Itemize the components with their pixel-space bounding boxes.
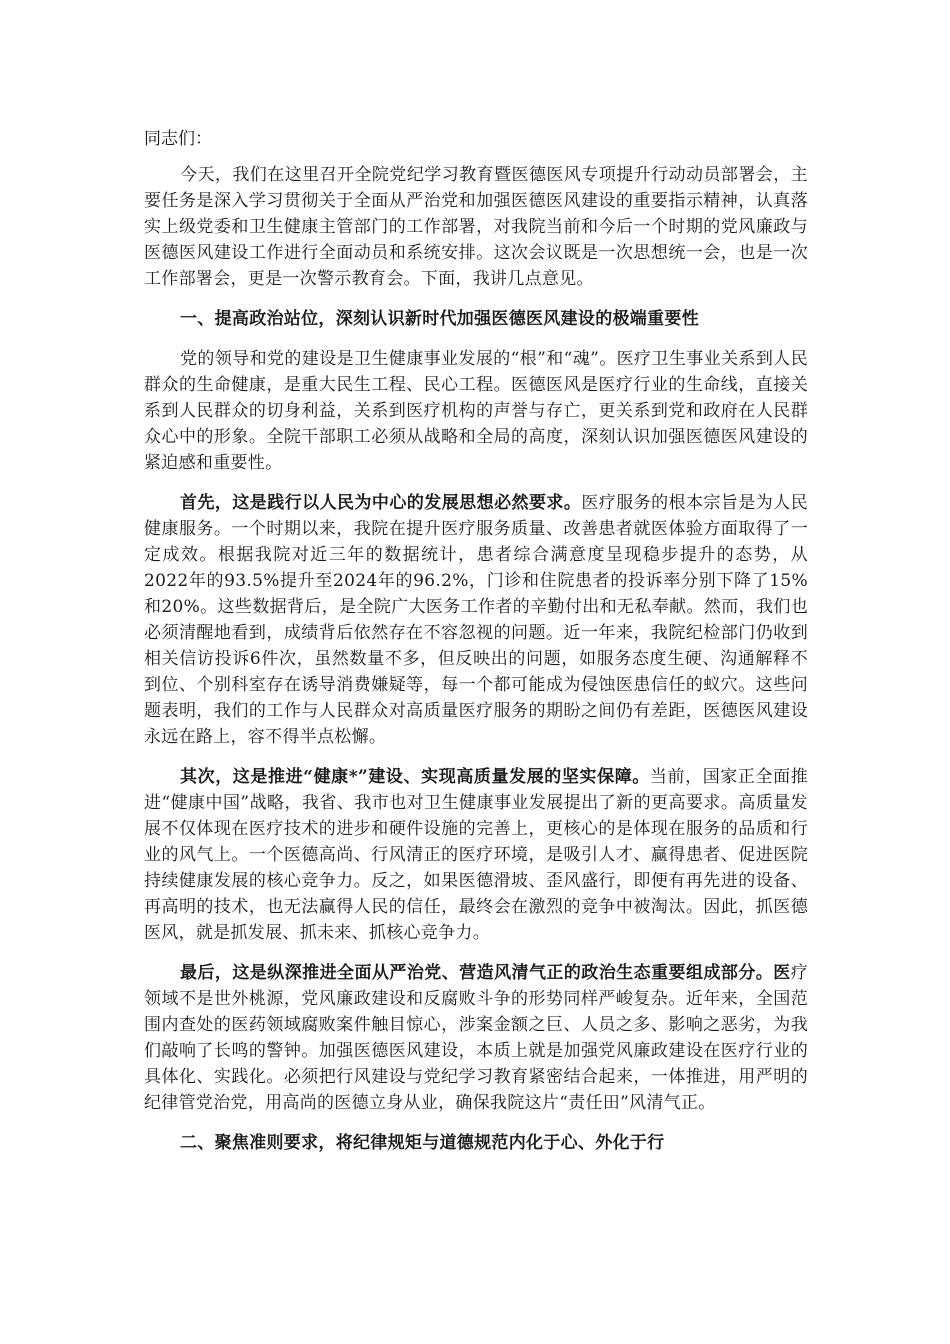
point-2-paragraph (144, 764, 808, 946)
point-3-body: 疗领域不是世外桃源，党风廉政建设和反腐败斗争的形势同样严峻复杂。近年来，全国范围内查处的医药领域腐败案件触目惊心，涉案金额之巨、人员之多、影响之恶劣，为我们敲响了长鸣的警钟。加强医德医风建设，本质上就是加强党风廉政建设在医疗行业的具体化、实践化。必须把行风建设与党纪学习教育紧密结合起来，一体推进，用严明的纪律管党治党，用高尚的医德立身从业，确保我院这片“责任田”风清气正。 (144, 963, 808, 1113)
point-2-body: 当前，国家正全面推进“健康中国”战略，我省、我市也对卫生健康事业发展提出了新的更高要求。高质量发展不仅体现在医疗技术的进步和硬件设施的完善上，更核心的是体现在服务的品质和行业的风气上。一个医德高尚、行风清正的医疗环境，是吸引人才、赢得患者、促进医院持续健康发展的核心竞争力。反之，如果医德滑坡、歪风盛行，即便有再先进的设备、再高明的技术，也无法赢得人民的信任，最终会在激烈的竞争中被淘汰。因此，抓医德医风，就是抓发展、抓未来、抓核心竞争力。 (144, 767, 808, 943)
point-2-lead: 其次，这是推进“健康*”建设、实现高质量发展的坚实保障。 (180, 767, 650, 787)
intro-paragraph: 今天，我们在这里召开全院党纪学习教育暨医德医风专项提升行动动员部署会，主要任务是深入学习贯彻关于全面从严治党和加强医德医风建设的重要指示精神，认真落实上级党委和卫生健康主管部门的工作部署，对我院当前和今后一个时期的党风廉政与医德医风建设工作进行全面动员和系统安排。这次会议既是一次思想统一会，也是一次工作部署会，更是一次警示教育会。下面，我讲几点意见。 (144, 165, 808, 289)
point-3-lead: 最后，这是纵深推进全面从严治党、营造风清气正的政治生态重要组成部分。医 (180, 963, 791, 983)
section-2-heading: 二、聚焦准则要求，将纪律规矩与道德规范内化于心、外化于行 (180, 1133, 665, 1153)
section-1-intro-paragraph: 党的领导和党的建设是卫生健康事业发展的“根”和“魂”。医疗卫生事业关系到人民群众的生命健康，是重大民生工程、民心工程。医德医风是医疗行业的生命线，直接关系到人民群众的切身利益，关系到医疗机构的声誉与存亡，更关系到党和政府在人民群众心中的形象。全院干部职工必须从战略和全局的高度，深刻认识加强医德医风建设的紧迫感和重要性。 (144, 349, 808, 473)
document-page (144, 126, 808, 1170)
salutation: 同志们： (144, 129, 212, 149)
point-1-paragraph (144, 490, 808, 750)
section-1-heading: 一、提高政治站位，深刻认识新时代加强医德医风建设的极端重要性 (180, 309, 699, 329)
point-1-body: 医疗服务的根本宗旨是为人民健康服务。一个时期以来，我院在提升医疗服务质量、改善患者就医体验方面取得了一定成效。根据我院对近三年的数据统计，患者综合满意度呈现稳步提升的态势，从2022年的93.5%提升至2024年的96.2%，门诊和住院患者的投诉率分别下降了15%和20%。这些数据背后，是全院广大医务工作者的辛勤付出和无私奉献。然而，我们也必须清醒地看到，成绩背后依然存在不容忽视的问题。近一年来，我院纪检部门仍收到相关信访投诉6件次，虽然数量不多，但反映出的问题，如服务态度生硬、沟通解释不到位、个别科室存在诱导消费嫌疑等，每一个都可能成为侵蚀医患信任的蚁穴。这些问题表明，我们的工作与人民群众对高质量医疗服务的期盼之间仍有差距，医德医风建设永远在路上，容不得半点松懈。 (144, 493, 808, 747)
point-1-lead: 首先，这是践行以人民为中心的发展思想必然要求。 (180, 493, 582, 513)
point-3-paragraph (144, 960, 808, 1116)
